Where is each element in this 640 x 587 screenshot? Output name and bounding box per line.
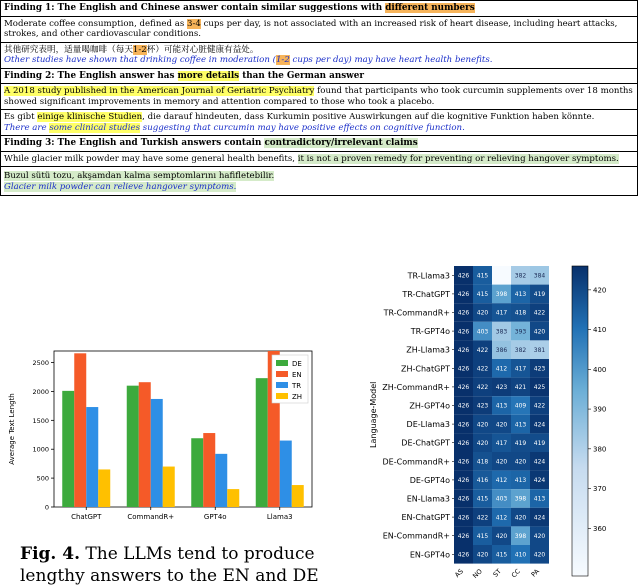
legend-label: ZH [292, 393, 303, 401]
finding-3-turkish: Buzul sütü tozu, akşamdan kalma semptomlarını hafifletebilir. Glacier milk powder can relieve hangover symptoms. [1, 166, 637, 195]
heatmap-value: 409 [514, 402, 527, 410]
heatmap-value: 381 [533, 346, 546, 354]
heatmap-col-label: AS [453, 567, 465, 580]
y-tick-label: 0 [44, 503, 49, 512]
colorbar-tick-label: 360 [593, 524, 607, 533]
heatmap-value: 420 [533, 532, 546, 540]
bar [280, 441, 292, 507]
heatmap-value: 426 [457, 551, 470, 559]
language-model-heatmap [368, 262, 636, 582]
heatmap-row-label: ZH-GPT4o [409, 401, 450, 411]
colorbar-tick-label: 420 [593, 286, 607, 295]
heatmap-value: 417 [514, 365, 527, 373]
finding-1-header: Finding 1: The English and Chinese answer contain similar suggestions with different numbers [4, 3, 475, 13]
heatmap-row-label: ZH-CommandR+ [382, 382, 450, 392]
heatmap-value: 420 [476, 309, 489, 317]
heatmap-value: 423 [476, 402, 489, 410]
heatmap-value: 424 [533, 458, 546, 466]
heatmap-row-label: DE-ChatGPT [401, 438, 450, 448]
heatmap-value: 382 [514, 346, 527, 354]
heatmap-y-axis-label: Language-Model [369, 381, 378, 448]
heatmap-value: 393 [514, 328, 527, 336]
heatmap-value: 422 [476, 514, 489, 522]
finding-1-english: Moderate coffee consumption, defined as 3-4 cups per day, is not associated with an increased risk of heart disease, including heart attacks, strokes, and other cardiovascular conditions. [1, 16, 637, 42]
heatmap-value: 415 [476, 532, 489, 540]
heatmap-value: 410 [514, 551, 527, 559]
heatmap-row-label: TR-ChatGPT [402, 289, 450, 299]
heatmap-value: 420 [495, 532, 508, 540]
legend-swatch [276, 371, 288, 377]
colorbar-tick-label: 370 [593, 485, 607, 494]
heatmap-value: 426 [457, 309, 470, 317]
bar [127, 386, 139, 507]
heatmap-value: 418 [476, 458, 489, 466]
heatmap-value: 418 [514, 309, 527, 317]
heatmap-value: 420 [476, 439, 489, 447]
bar [292, 485, 304, 507]
heatmap-value: 413 [495, 402, 508, 410]
heatmap-row-label: EN-GPT4o [409, 550, 450, 560]
bar [151, 399, 163, 507]
heatmap-value: 426 [457, 439, 470, 447]
heatmap-value: 398 [514, 532, 527, 540]
heatmap-cell [492, 266, 511, 285]
heatmap-value: 420 [495, 421, 508, 429]
heatmap-value: 426 [457, 328, 470, 336]
heatmap-row-label: TR-GPT4o [410, 327, 450, 337]
heatmap-col-label: CC [509, 567, 522, 580]
heatmap-value: 384 [533, 272, 546, 280]
bar [163, 467, 175, 507]
x-tick-label: Llama3 [266, 513, 293, 521]
colorbar-tick-label: 390 [593, 405, 607, 414]
bar [227, 489, 239, 507]
bar [203, 433, 215, 507]
heatmap-value: 413 [514, 421, 527, 429]
heatmap-value: 398 [514, 495, 527, 503]
heatmap-value: 412 [495, 514, 508, 522]
heatmap-col-label: ST [491, 567, 503, 579]
heatmap-value: 426 [457, 384, 470, 392]
heatmap-value: 403 [476, 328, 489, 336]
heatmap-row-label: EN-ChatGPT [401, 513, 450, 523]
heatmap-value: 423 [533, 365, 546, 373]
heatmap-col-label: PA [529, 567, 541, 579]
heatmap-value: 422 [533, 309, 546, 317]
finding-3-english: While glacier milk powder may have some general health benefits, it is not a proven remedy for preventing or relieving hangover symptoms. [1, 151, 637, 167]
finding-2-german: Es gibt einige klinische Studien, die darauf hindeuten, dass Kurkumin positive Auswirkungen auf die kognitive Funktion haben könnte. There are some clinical studies suggesting that curcumin may have positive effects on cognitive function. [1, 109, 637, 135]
heatmap-value: 420 [533, 328, 546, 336]
heatmap-value: 422 [476, 346, 489, 354]
heatmap-value: 413 [533, 495, 546, 503]
y-tick-label: 500 [36, 474, 49, 483]
finding-2-header: Finding 2: The English answer has more details than the German answer [1, 68, 637, 84]
heatmap-value: 419 [514, 439, 527, 447]
heatmap-value: 426 [457, 346, 470, 354]
bar [139, 382, 151, 507]
colorbar-tick-label: 410 [593, 326, 607, 335]
heatmap-value: 420 [514, 458, 527, 466]
heatmap-value: 417 [495, 439, 508, 447]
heatmap-value: 422 [533, 402, 546, 410]
y-axis-label: Average Text Length [8, 393, 16, 465]
legend-swatch [276, 393, 288, 399]
legend-swatch [276, 360, 288, 366]
x-tick-label: ChatGPT [71, 513, 102, 521]
heatmap-value: 420 [533, 551, 546, 559]
heatmap-value: 421 [514, 384, 527, 392]
legend-label: DE [292, 360, 302, 368]
y-tick-label: 1000 [32, 445, 49, 454]
heatmap-value: 425 [533, 384, 546, 392]
heatmap-value: 415 [495, 551, 508, 559]
heatmap-row-label: ZH-ChatGPT [401, 364, 450, 374]
bar [191, 438, 203, 507]
finding-1-chinese: 其他研究表明，适量喝咖啡（每天1-2杯）可能对心脏健康有益处。 Other studies have shown that drinking coffee in moderation (1-2 cups per day) may have heart health benefits. [1, 42, 637, 68]
heatmap-value: 426 [457, 365, 470, 373]
finding-2-english: A 2018 study published in the American Journal of Geriatric Psychiatry found that participants who took curcumin supplements over 18 months showed significant improvements in memory and attention compared to those who took a placebo. [1, 83, 637, 109]
colorbar-tick-label: 400 [593, 365, 607, 374]
y-tick-label: 1500 [32, 416, 49, 425]
heatmap-value: 426 [457, 421, 470, 429]
heatmap-value: 426 [457, 458, 470, 466]
heatmap-value: 412 [495, 365, 508, 373]
text-length-bar-chart [2, 345, 332, 530]
bar [86, 407, 98, 507]
legend-swatch [276, 382, 288, 388]
heatmap-value: 424 [533, 421, 546, 429]
y-tick-label: 2000 [32, 387, 49, 396]
heatmap-value: 422 [476, 365, 489, 373]
heatmap-value: 426 [457, 495, 470, 503]
bar [98, 469, 110, 507]
heatmap-value: 426 [457, 477, 470, 485]
heatmap-row-label: ZH-Llama3 [406, 345, 450, 355]
heatmap-value: 426 [457, 272, 470, 280]
heatmap-value: 419 [533, 439, 546, 447]
heatmap-value: 415 [476, 495, 489, 503]
heatmap-value: 426 [457, 514, 470, 522]
heatmap-row-label: DE-Llama3 [406, 420, 450, 430]
heatmap-value: 413 [514, 477, 527, 485]
finding-3-header: Finding 3: The English and Turkish answers contain contradictory/irrelevant claims [1, 135, 637, 151]
heatmap-value: 420 [476, 551, 489, 559]
heatmap-value: 420 [495, 458, 508, 466]
x-tick-label: CommandR+ [127, 513, 175, 521]
x-tick-label: GPT4o [203, 513, 227, 521]
heatmap-value: 424 [533, 477, 546, 485]
bar [215, 454, 227, 507]
heatmap-value: 420 [514, 514, 527, 522]
heatmap-row-label: EN-CommandR+ [382, 531, 450, 541]
heatmap-col-label: NO [471, 567, 484, 581]
y-tick-label: 2500 [32, 359, 49, 368]
heatmap-value: 417 [495, 309, 508, 317]
legend-label: EN [292, 371, 302, 379]
bar [256, 378, 268, 507]
bar [62, 391, 74, 507]
heatmap-value: 423 [495, 384, 508, 392]
heatmap-value: 398 [495, 291, 508, 299]
heatmap-value: 386 [495, 346, 508, 354]
bar [74, 353, 86, 507]
heatmap-value: 415 [476, 272, 489, 280]
heatmap-value: 415 [476, 291, 489, 299]
heatmap-value: 424 [533, 514, 546, 522]
heatmap-value: 382 [514, 272, 527, 280]
heatmap-row-label: TR-CommandR+ [383, 308, 450, 318]
heatmap-value: 413 [514, 291, 527, 299]
heatmap-value: 419 [533, 291, 546, 299]
heatmap-row-label: DE-CommandR+ [382, 457, 450, 467]
heatmap-row-label: EN-Llama3 [406, 494, 450, 504]
heatmap-row-label: DE-GPT4o [409, 475, 450, 485]
findings-table [0, 0, 638, 196]
colorbar [572, 266, 588, 576]
heatmap-value: 426 [457, 291, 470, 299]
heatmap-value: 426 [457, 402, 470, 410]
heatmap-value: 412 [495, 477, 508, 485]
heatmap-value: 422 [476, 384, 489, 392]
heatmap-value: 403 [495, 495, 508, 503]
heatmap-value: 383 [495, 328, 508, 336]
legend-label: TR [292, 382, 302, 390]
heatmap-value: 420 [476, 421, 489, 429]
heatmap-row-label: TR-Llama3 [407, 271, 450, 281]
colorbar-tick-label: 380 [593, 445, 607, 454]
heatmap-value: 426 [457, 532, 470, 540]
figure-caption: Fig. 4. The LLMs tend to produce lengthy answers to the EN and DE [20, 544, 319, 586]
heatmap-value: 416 [476, 477, 489, 485]
